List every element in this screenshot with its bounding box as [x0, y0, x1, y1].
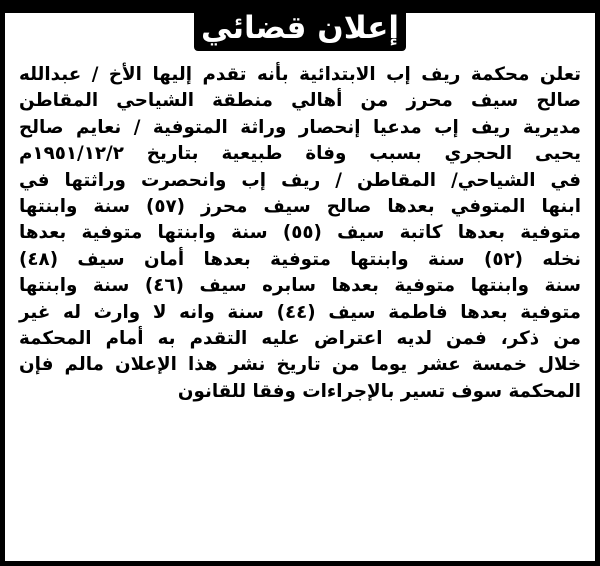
- notice-body: [19, 62, 581, 405]
- notice-title: إعلان قضائي: [194, 5, 406, 51]
- notice-header: [5, 5, 595, 59]
- notice-line: صالح سيف محرز من أهالي منطقة الشياحي المقاطن: [19, 90, 581, 112]
- notice-line: تعلن محكمة ريف إب الابتدائية بأنه تقدم إليها الأخ / عبدالله: [19, 64, 581, 85]
- notice-line: من ذكر، فمن لديه اعتراض عليه التقدم به أمام المحكمة: [19, 327, 581, 349]
- notice-line: متوفية بعدها فاطمة سيف (٤٤) سنة وانه لا وارث له غير: [19, 301, 582, 323]
- notice-line: خلال خمسة عشر يوما من تاريخ نشر هذا الإعلان مالم فإن: [19, 354, 581, 376]
- notice-line: مديرية ريف إب مدعيا إنحصار وراثة المتوفية / نعايم صالح: [19, 116, 581, 138]
- notice-line: المحكمة سوف تسير بالإجراءات وفقا للقانون: [177, 380, 581, 402]
- notice-line: متوفية بعدها كاتبة سيف (٥٥) سنة وابنتها متوفية بعدها: [19, 222, 581, 244]
- notice-line: نخله (٥٢) سنة وابنتها متوفية بعدها أمان سيف (٤٨): [19, 248, 582, 270]
- notice-line: سنة وابنتها متوفية بعدها سابره سيف (٤٦) سنة وابنتها: [19, 275, 581, 297]
- notice-line: في الشياحي/ المقاطن / ريف إب وانحصرت وراثتها في: [19, 169, 581, 191]
- notice-line: ابنها المتوفي بعدها صالح سيف محرز (٥٧) سنة وابنتها: [19, 195, 581, 217]
- notice-line: يحيى الحجري بسبب وفاة طبيعية بتاريخ ١٩٥١/١٢/٢م: [19, 143, 581, 165]
